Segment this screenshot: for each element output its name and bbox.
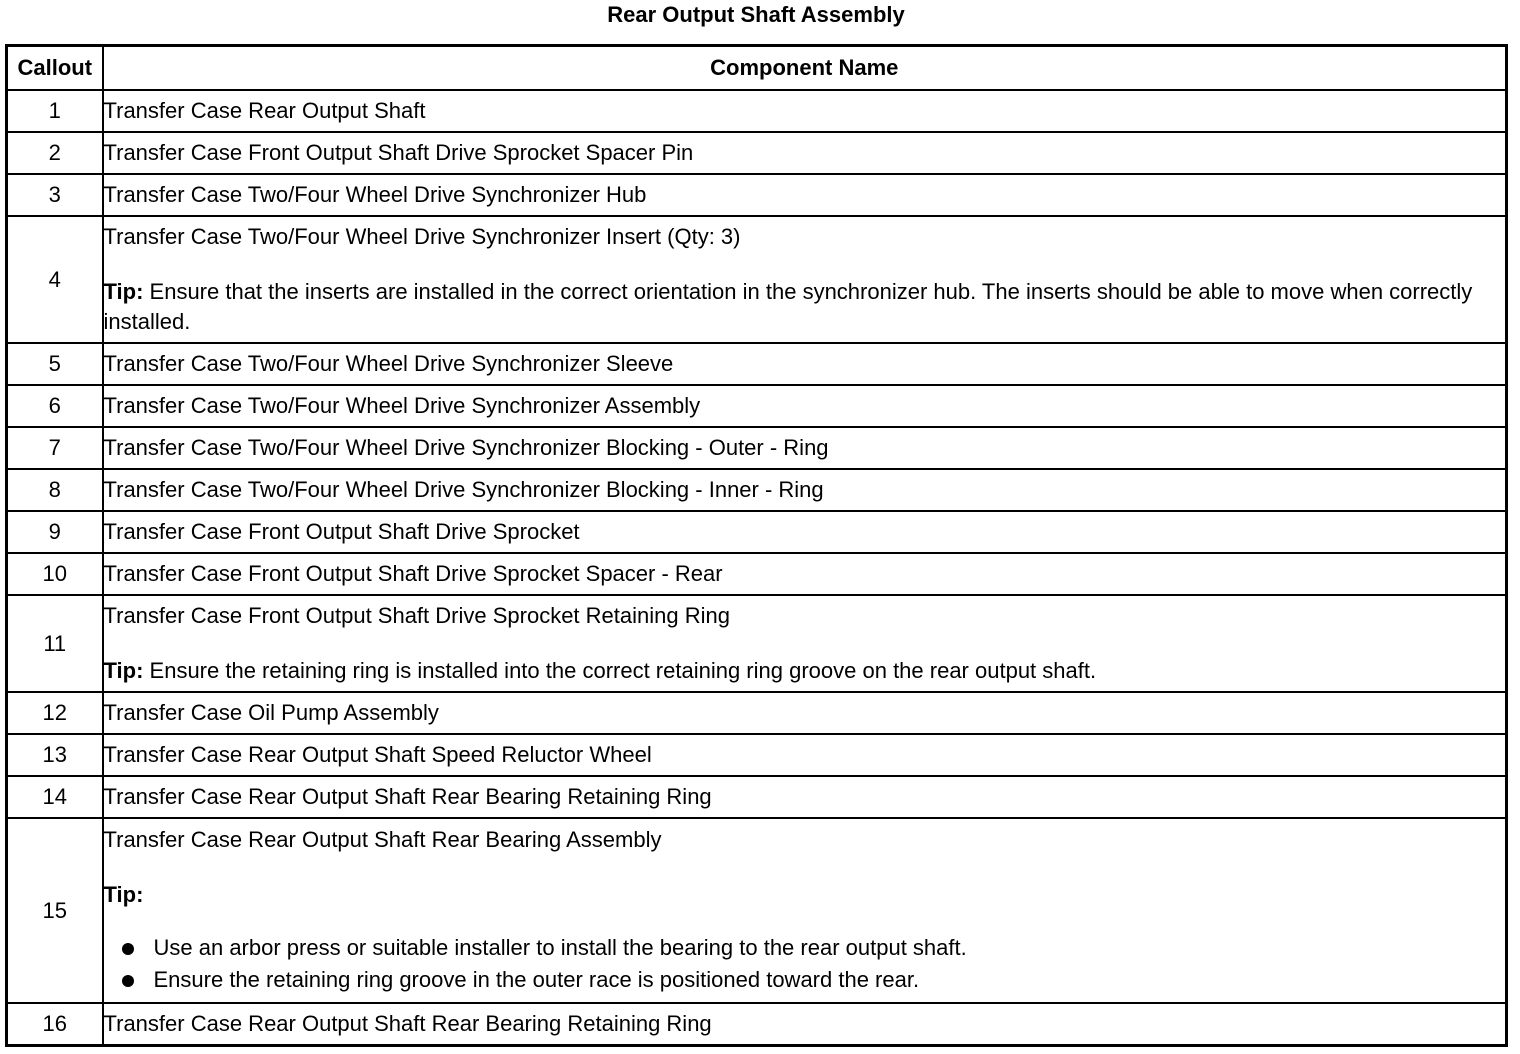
component-name-column-header: Component Name	[103, 46, 1507, 91]
component-name: Transfer Case Rear Output Shaft Rear Bearing Retaining Ring	[103, 776, 1507, 818]
table-row	[7, 469, 1507, 511]
component-cell	[103, 595, 1507, 692]
bullet-icon	[122, 943, 134, 955]
table-row	[7, 734, 1507, 776]
tip-label: Tip:	[103, 657, 144, 683]
components-table	[5, 44, 1508, 1047]
callout-number: 12	[7, 692, 103, 734]
callout-column-header: Callout	[7, 46, 103, 91]
component-name: Transfer Case Front Output Shaft Drive Sprocket Spacer Pin	[103, 132, 1507, 174]
component-name: Transfer Case Front Output Shaft Drive Sprocket Spacer - Rear	[103, 553, 1507, 595]
tip-label: Tip:	[103, 278, 144, 304]
table-row	[7, 511, 1507, 553]
tip-note	[104, 880, 1506, 910]
tip-note	[104, 277, 1506, 337]
table-row	[7, 216, 1507, 343]
callout-number: 11	[7, 595, 103, 692]
component-name: Transfer Case Rear Output Shaft Rear Bearing Retaining Ring	[103, 1003, 1507, 1046]
table-row	[7, 818, 1507, 1003]
component-name: Transfer Case Rear Output Shaft Rear Bearing Assembly	[103, 826, 662, 852]
tip-note	[104, 656, 1506, 686]
table-row	[7, 343, 1507, 385]
component-name: Transfer Case Oil Pump Assembly	[103, 692, 1507, 734]
tip-bullet-item	[104, 932, 1506, 964]
component-name: Transfer Case Rear Output Shaft	[103, 90, 1507, 132]
callout-number: 2	[7, 132, 103, 174]
bullet-icon	[122, 975, 134, 987]
callout-number: 8	[7, 469, 103, 511]
callout-number: 5	[7, 343, 103, 385]
table-row	[7, 553, 1507, 595]
component-cell	[103, 216, 1507, 343]
table-row	[7, 595, 1507, 692]
callout-number: 4	[7, 216, 103, 343]
component-name: Transfer Case Two/Four Wheel Drive Synchronizer Insert (Qty: 3)	[103, 223, 741, 249]
page-title: Rear Output Shaft Assembly	[607, 2, 905, 27]
component-name: Transfer Case Two/Four Wheel Drive Synchronizer Assembly	[103, 385, 1507, 427]
tip-label: Tip:	[103, 881, 144, 907]
component-name: Transfer Case Two/Four Wheel Drive Synchronizer Hub	[103, 174, 1507, 216]
callout-number: 15	[7, 818, 103, 1003]
table-row	[7, 776, 1507, 818]
callout-number: 9	[7, 511, 103, 553]
callout-number: 1	[7, 90, 103, 132]
callout-number: 3	[7, 174, 103, 216]
table-row	[7, 132, 1507, 174]
component-name: Transfer Case Front Output Shaft Drive Sprocket	[103, 511, 1507, 553]
callout-number: 14	[7, 776, 103, 818]
callout-number: 13	[7, 734, 103, 776]
table-row	[7, 692, 1507, 734]
table-row	[7, 90, 1507, 132]
tip-bullet-list	[104, 932, 1506, 996]
table-header-row	[7, 46, 1507, 91]
callout-number: 16	[7, 1003, 103, 1046]
tip-text: Ensure the retaining ring is installed into the correct retaining ring groove on the rear output shaft.	[143, 657, 1097, 683]
callout-number: 6	[7, 385, 103, 427]
tip-bullet-text: Ensure the retaining ring groove in the outer race is positioned toward the rear.	[153, 966, 920, 992]
tip-text: Ensure that the inserts are installed in the correct orientation in the synchronizer hub. The inserts should be able to move when correctly installed.	[103, 278, 1473, 334]
table-row	[7, 427, 1507, 469]
table-row	[7, 385, 1507, 427]
component-name: Transfer Case Two/Four Wheel Drive Synchronizer Blocking - Inner - Ring	[103, 469, 1507, 511]
component-name: Transfer Case Two/Four Wheel Drive Synchronizer Blocking - Outer - Ring	[103, 427, 1507, 469]
callout-number: 7	[7, 427, 103, 469]
component-name: Transfer Case Rear Output Shaft Speed Reluctor Wheel	[103, 734, 1507, 776]
component-cell	[103, 818, 1507, 1003]
table-row	[7, 1003, 1507, 1046]
callout-number: 10	[7, 553, 103, 595]
tip-bullet-item	[104, 964, 1506, 996]
tip-bullet-text: Use an arbor press or suitable installer to install the bearing to the rear output shaft.	[153, 934, 967, 960]
component-name: Transfer Case Front Output Shaft Drive Sprocket Retaining Ring	[103, 602, 730, 628]
component-name: Transfer Case Two/Four Wheel Drive Synchronizer Sleeve	[103, 343, 1507, 385]
table-row	[7, 174, 1507, 216]
